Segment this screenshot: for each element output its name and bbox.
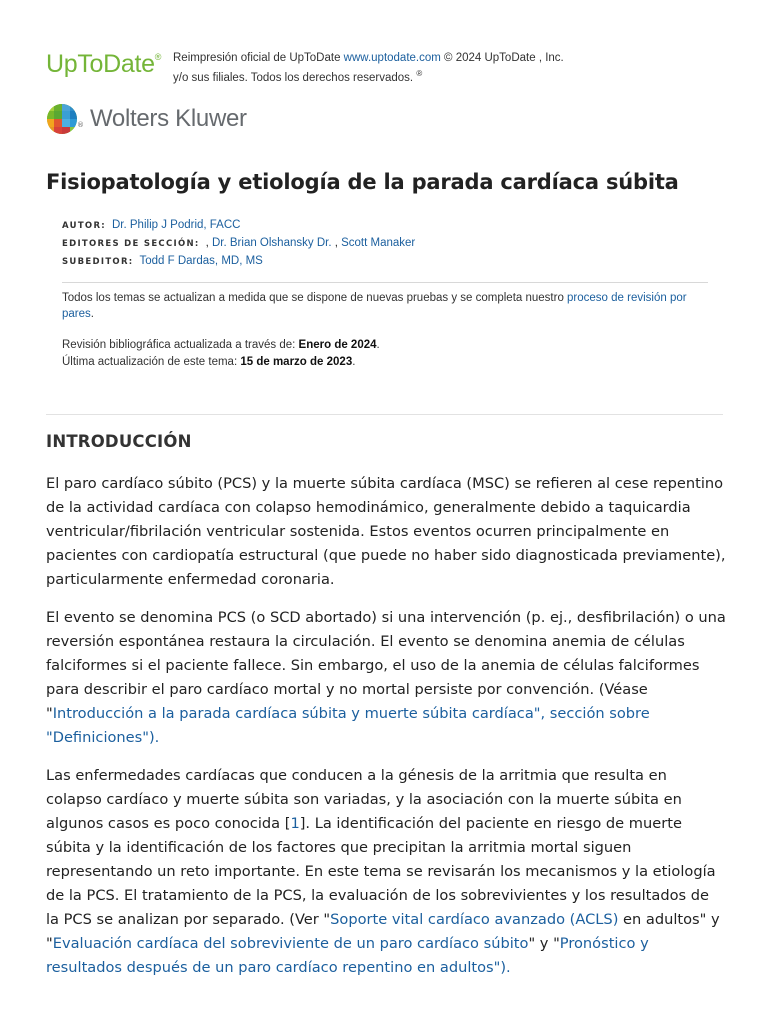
author-label: AUTOR: [62,221,106,231]
wolters-kluwer-logo [46,103,247,135]
notice-end: . [90,308,94,320]
reprint-pre: Reimpresión oficial de UpToDate [173,52,344,64]
wolters-kluwer-text: Wolters Kluwer [90,105,247,132]
review-label: Revisión bibliográfica actualizada a través de: [62,339,299,351]
wolters-kluwer-globe-icon [46,103,78,135]
updated-date: 15 de marzo de 2023 [240,356,353,368]
author-link[interactable]: Dr. Philip J Podrid, FACC [112,219,241,231]
section-heading: INTRODUCCIÓN [46,432,192,451]
updated-end: . [352,356,356,368]
paragraph-3 [46,764,726,980]
section-editors-label: EDITORES DE SECCIÓN: [62,239,200,249]
reprint-reg: ® [416,69,423,78]
peer-review-link[interactable]: proceso de revisión por pares [62,292,687,320]
uptodate-logo[interactable] [46,50,161,79]
deputy-editor-link[interactable]: Todd F Dardas, MD, MS [139,255,263,267]
section-editor-link-1[interactable]: Dr. Brian Olshansky Dr. [212,237,332,249]
section-editors-prefix: , [205,237,212,249]
review-end: . [376,339,380,351]
section-body [46,472,726,994]
paragraph-1: El paro cardíaco súbito (PCS) y la muerte súbita cardíaca (MSC) se refieren al cese repentino de la actividad cardíaca con colapso hemodinámico, generalmente debido a taquicardia ventricular/fibrilación ventricular sostenida. Estos eventos ocurren principalmente en pacientes con cardiopatía estructural (que puede no haber sido diagnosticada previamente), particularmente enfermedad coronaria. [46,475,726,588]
topic-dates [62,337,712,371]
section-editors-row [62,235,415,253]
divider [62,282,708,283]
topic-contributors [62,217,415,271]
survivor-evaluation-link[interactable]: Evaluación cardíaca del sobreviviente de un paro cardíaco súbito [52,935,529,952]
uptodate-logo-text: UpToDate [46,50,155,78]
reprint-notice [173,50,573,86]
section-editor-link-2[interactable]: Scott Manaker [341,237,416,249]
updated-label: Última actualización de este tema: [62,356,241,368]
reference-link[interactable]: 1 [290,815,300,832]
paragraph-3-text-d: " y " [528,935,560,952]
section-divider [46,414,723,415]
deputy-editor-row [62,253,415,271]
prognosis-link[interactable]: Pronóstico y resultados después de un paro cardíaco repentino en adultos"). [46,935,649,976]
literature-review-date [62,337,712,354]
paragraph-3-text-b: ]. La identificación del paciente en riesgo de muerte súbita y la identificación de los factores que precipitan la arritmia mortal siguen representando un reto importante. En este tema se revisarán los mecanismos y la etiología de la PCS. El tratamiento de la PCS, la evaluación de los sobrevivientes y los resultados de la PCS se analizan por separado. (Ver " [46,815,716,928]
paragraph-3-text-c: en adultos" y " [46,911,720,952]
notice-text: Todos los temas se actualizan a medida que se dispone de nuevas pruebas y se completa nuestro [62,292,568,304]
paragraph-2-text: El evento se denomina PCS (o SCD abortado) si una intervención (p. ej., desfibrilación) o una reversión espontánea restaura la circulación. El evento se denomina anemia de células falciformes si el paciente fallece. Sin embargo, el uso de la anemia de células falciformes para describir el paro cardíaco mortal y no mortal persiste por convención. (Véase " [46,609,726,722]
wolters-kluwer-reg: ® [77,121,84,129]
page-title: Fisiopatología y etiología de la parada cardíaca súbita [46,170,679,194]
deputy-editor-label: SUBEDITOR: [62,257,134,267]
uptodate-logo-reg: ® [154,52,162,62]
last-updated-date [62,354,712,371]
paragraph-2 [46,606,726,750]
uptodate-link[interactable]: www.uptodate.com [343,52,441,64]
author-row [62,217,415,235]
reprint-post: © 2024 UpToDate , Inc. y/o sus filiales. Todos los derechos reservados. [173,52,564,84]
review-date: Enero de 2024 [298,339,377,351]
paragraph-3-text-a: Las enfermedades cardíacas que conducen a la génesis de la arritmia que resulta en colapso cardíaco y muerte súbita son variadas, y la asociación con la muerte súbita en algunos casos es poco conocida [ [46,767,682,832]
section-editors-separator: , [331,237,342,249]
acls-link[interactable]: Soporte vital cardíaco avanzado (ACLS) [330,911,619,928]
peer-review-notice [62,290,712,322]
definitions-link[interactable]: Introducción a la parada cardíaca súbita y muerte súbita cardíaca", sección sobre "Definiciones"). [46,705,650,746]
